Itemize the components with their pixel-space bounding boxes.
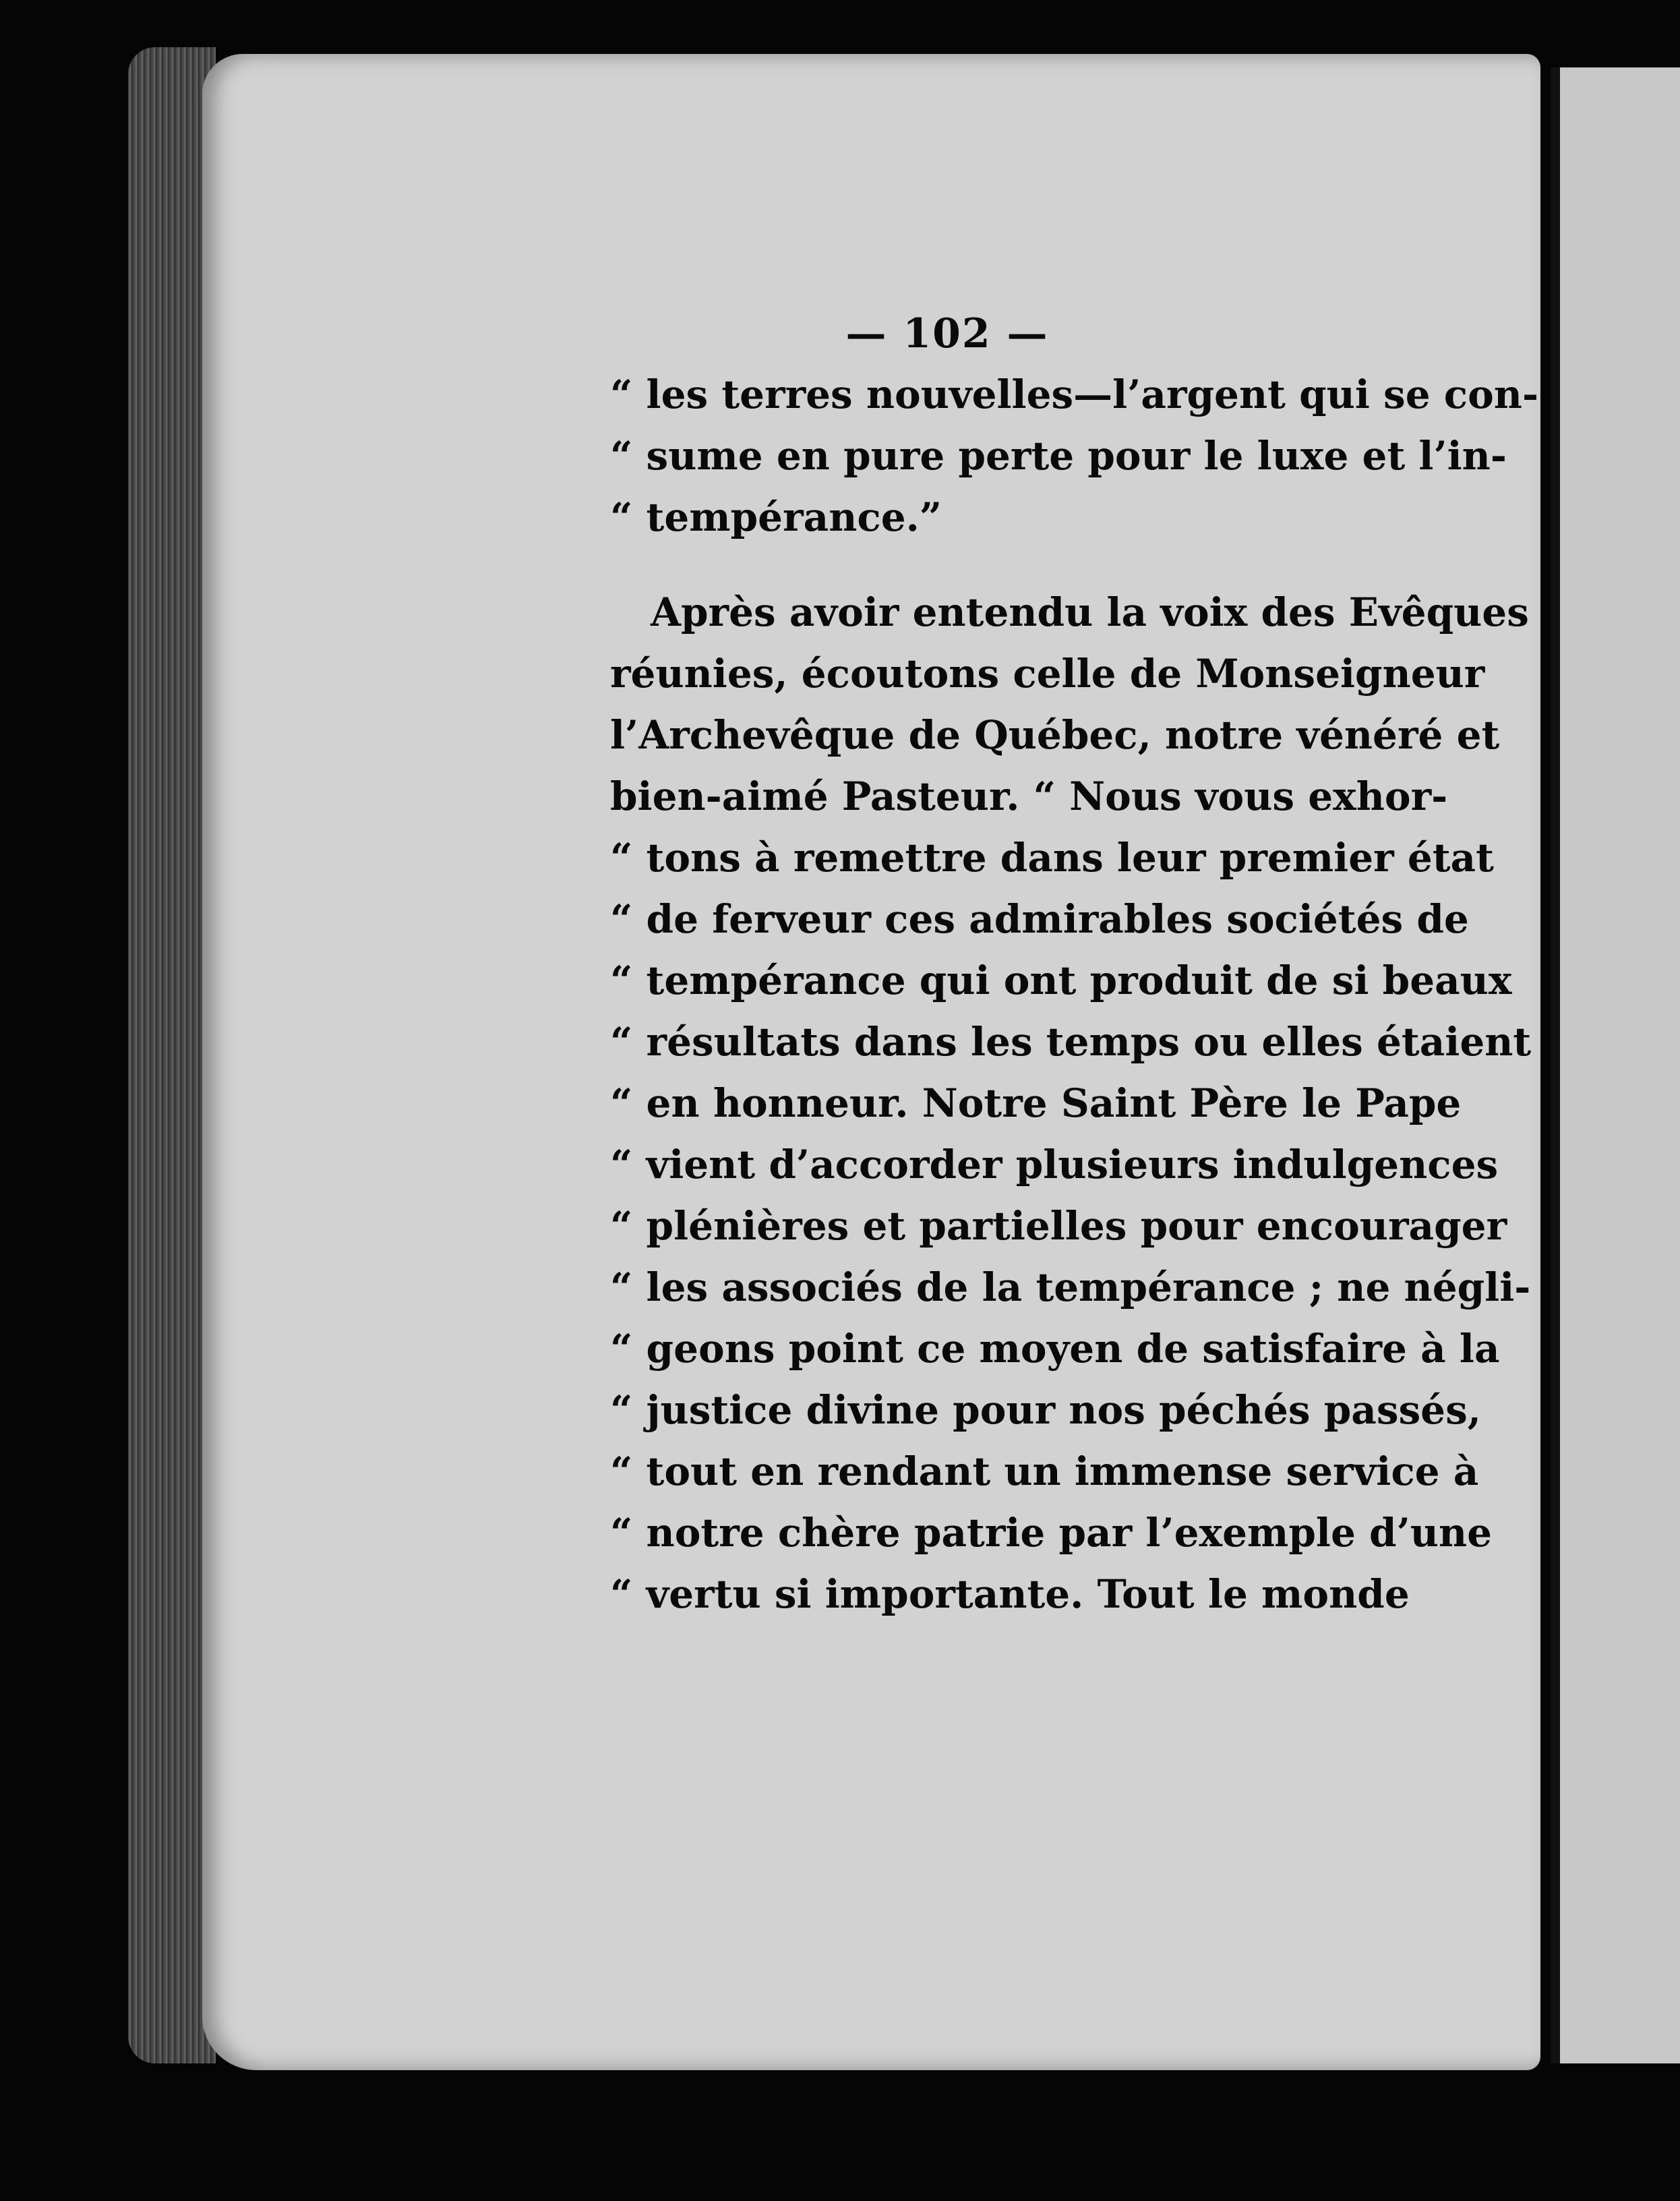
facing-page-edge bbox=[1551, 67, 1680, 2063]
text-line: “ justice divine pour nos péchés passés, bbox=[610, 1387, 1481, 1433]
text-line: “ en honneur. Notre Saint Père le Pape bbox=[610, 1080, 1462, 1126]
text-line: “ notre chère patrie par l’exemple d’une bbox=[610, 1510, 1493, 1556]
text-line: “ de ferveur ces admirables sociétés de bbox=[610, 896, 1469, 942]
text-line: l’Archevêque de Québec, notre vénéré et bbox=[610, 712, 1500, 758]
text-line: “ les associés de la tempérance ; ne négli- bbox=[610, 1264, 1531, 1310]
text-line: “ les terres nouvelles—l’argent qui se con- bbox=[610, 372, 1539, 417]
text-line: “ tons à remettre dans leur premier état bbox=[610, 835, 1494, 881]
text-line: “ tempérance qui ont produit de si beaux bbox=[610, 958, 1512, 1003]
paragraph-gap bbox=[610, 548, 1406, 582]
text-line: “ vertu si importante. Tout le monde bbox=[610, 1571, 1410, 1617]
text-line: “ plénières et partielles pour encourager bbox=[610, 1203, 1507, 1249]
text-line: “ geons point ce moyen de satisfaire à la bbox=[610, 1326, 1500, 1372]
paragraph-2 bbox=[610, 582, 1532, 1625]
paragraph-1 bbox=[610, 364, 1539, 548]
text-line: “ tempérance.” bbox=[610, 494, 942, 540]
page-number: — 102 — bbox=[845, 310, 1049, 357]
text-line: bien-aimé Pasteur. “ Nous vous exhor- bbox=[610, 773, 1448, 819]
text-line: Après avoir entendu la voix des Evêques bbox=[651, 589, 1529, 635]
text-line: réunies, écoutons celle de Monseigneur bbox=[610, 651, 1485, 697]
text-line: “ résultats dans les temps ou elles étaient bbox=[610, 1019, 1532, 1065]
text-line: “ tout en rendant un immense service à bbox=[610, 1448, 1479, 1494]
text-block bbox=[610, 303, 1539, 1625]
text-line: “ vient d’accorder plusieurs indulgences bbox=[610, 1142, 1499, 1187]
text-line: “ sume en pure perte pour le luxe et l’in- bbox=[610, 433, 1507, 479]
